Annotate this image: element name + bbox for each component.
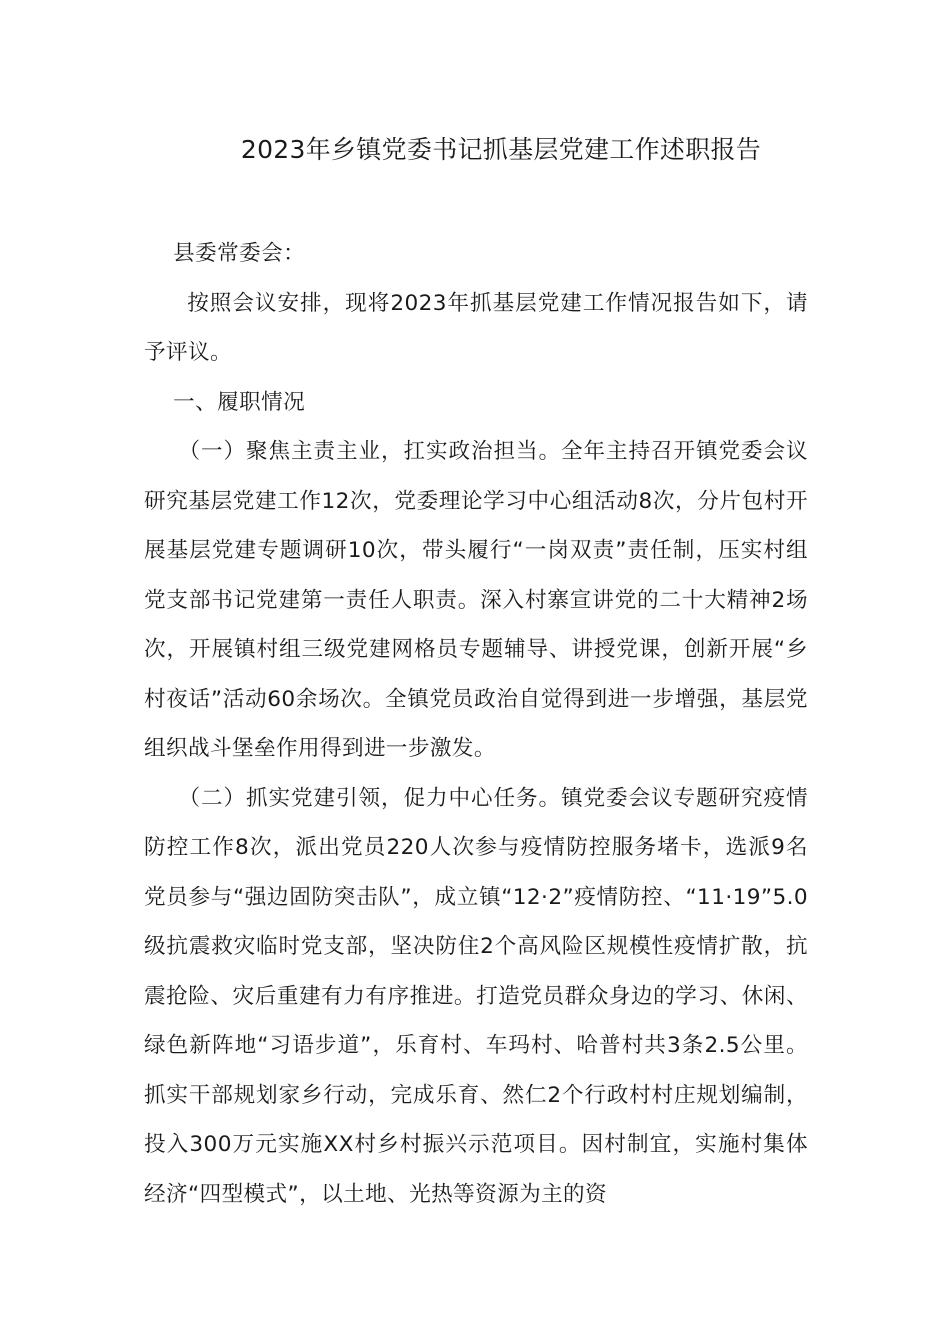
document-title: 2023年乡镇党委书记抓基层党建工作述职报告	[240, 135, 762, 164]
paragraph-1: （一）聚焦主责主业，扛实政治担当。全年主持召开镇党委会议研究基层党建工作12次，党委理论学习中心组活动8次，分片包村开展基层党建专题调研10次，带头履行“一岗双责”责任制，压实村组党支部书记党建第一责任人职责。深入村寨宣讲党的二十大精神2场次，开展镇村组三级党建网格员专题辅导、讲授党课，创新开展“乡村夜话”活动60余场次。全镇党员政治自觉得到进一步增强，基层党组织战斗堡垒作用得到进一步激发。	[144, 439, 808, 761]
document-body	[144, 229, 808, 1219]
intro-paragraph: 按照会议安排，现将2023年抓基层党建工作情况报告如下，请予评议。	[144, 290, 808, 365]
paragraph-2: （二）抓实党建引领，促力中心任务。镇党委会议专题研究疫情防控工作8次，派出党员220人次参与疫情防控服务堵卡，选派9名党员参与“强边固防突击队”，成立镇“12·2”疫情防控、“11·19”5.0级抗震救灾临时党支部，坚决防住2个高风险区规模性疫情扩散，抗震抢险、灾后重建有力有序推进。打造党员群众身边的学习、休闲、绿色新阵地“习语步道”，乐育村、车玛村、哈普村共3条2.5公里。抓实干部规划家乡行动，完成乐育、然仁2个行政村村庄规划编制，投入300万元实施XX村乡村振兴示范项目。因村制宜，实施村集体经济“四型模式”，以土地、光热等资源为主的资	[144, 785, 808, 1207]
section-heading: 一、履职情况	[173, 389, 306, 415]
salutation: 县委常委会：	[173, 241, 306, 266]
